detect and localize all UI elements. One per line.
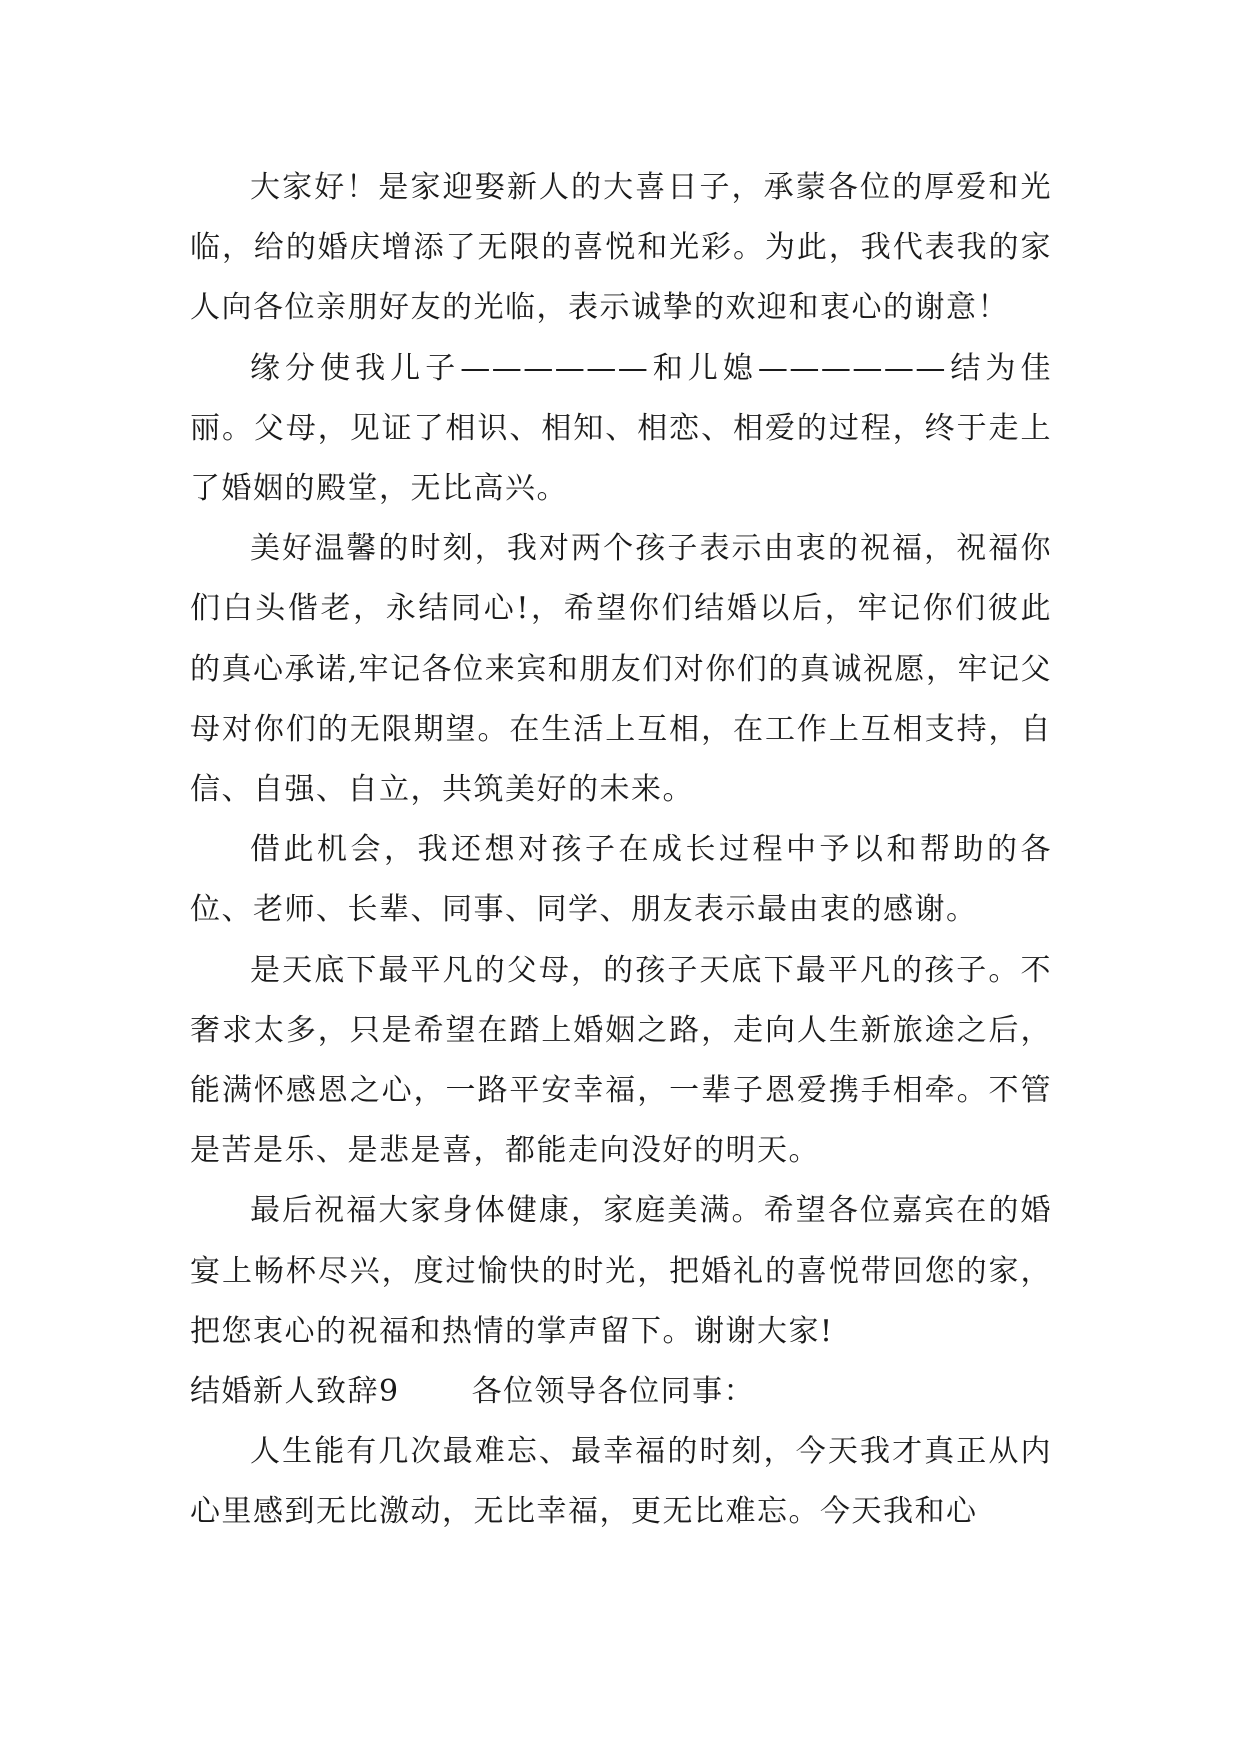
section-title: 结婚新人致辞9 bbox=[190, 1374, 400, 1410]
paragraph-welcome: 大家好！是家迎娶新人的大喜日子，承蒙各位的厚爱和光临，给的婚庆增添了无限的喜悦和光彩。为此，我代表我的家人向各位亲朋好友的光临，表示诚挚的欢迎和衷心的谢意！ bbox=[190, 170, 1052, 326]
paragraph-blessing: 美好温馨的时刻，我对两个孩子表示由衷的祝福，祝福你们白头偕老，永结同心!，希望你们结婚以后，牢记你们彼此的真心承诺,牢记各位来宾和朋友们对你们的真诚祝愿，牢记父母对你们的无限期望。在生活上互相，在工作上互相支持，自信、自强、自立，共筑美好的未来。 bbox=[190, 531, 1052, 808]
paragraph-thanks: 借此机会，我还想对孩子在成长过程中予以和帮助的各位、老师、长辈、同事、同学、朋友表示最由衷的感谢。 bbox=[190, 832, 1052, 928]
section-heading-line bbox=[190, 1362, 1052, 1422]
paragraph-speech-start: 人生能有几次最难忘、最幸福的时刻，今天我才真正从内心里感到无比激动，无比幸福，更无比难忘。今天我和心 bbox=[190, 1434, 1052, 1530]
document-body bbox=[190, 158, 1052, 1543]
paragraph-fate: 缘分使我儿子——————和儿媳——————结为佳丽。父母，见证了相识、相知、相恋、相爱的过程，终于走上了婚姻的殿堂，无比高兴。 bbox=[190, 350, 1052, 507]
paragraph-closing-wishes: 最后祝福大家身体健康，家庭美满。希望各位嘉宾在的婚宴上畅杯尽兴，度过愉快的时光，把婚礼的喜悦带回您的家，把您衷心的祝福和热情的掌声留下。谢谢大家! bbox=[190, 1193, 1052, 1349]
paragraph-parents: 是天底下最平凡的父母，的孩子天底下最平凡的孩子。不奢求太多，只是希望在踏上婚姻之路，走向人生新旅途之后，能满怀感恩之心，一路平安幸福，一辈子恩爱携手相牵。不管是苦是乐、是悲是喜，都能走向没好的明天。 bbox=[190, 952, 1052, 1169]
salutation: 各位领导各位同事： bbox=[471, 1374, 756, 1410]
